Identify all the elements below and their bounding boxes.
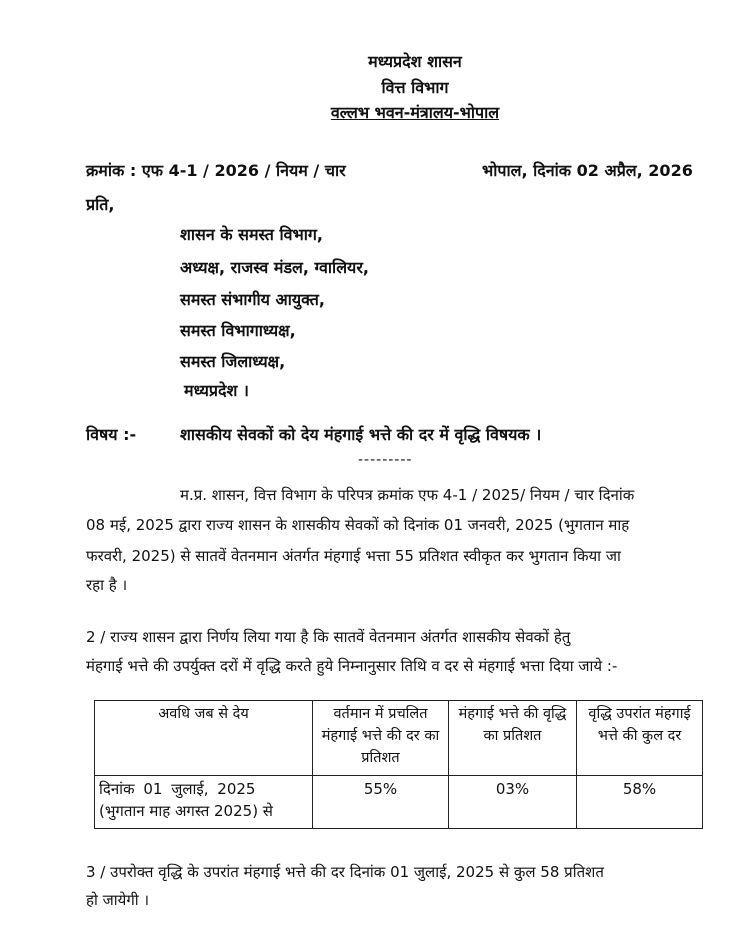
recipient-item: समस्त विभागाध्यक्ष, xyxy=(180,321,296,340)
separator: --------- xyxy=(358,452,413,468)
para1-line: 08 मई, 2025 द्वारा राज्य शासन के शासकीय सेवकों को दिनांक 01 जनवरी, 2025 (भुगतान माह xyxy=(86,516,630,534)
para2-line: 2 / राज्य शासन द्वारा निर्णय लिया गया है कि सातवें वेतनमान अंतर्गत शासकीय सेवकों हेतु xyxy=(86,628,571,646)
para2-line: मंहगाई भत्ते की उपर्युक्त दरों में वृद्धि करते हुये निम्नानुसार तिथि व दर से मंहगाई भत्ता दिया जाये :- xyxy=(86,657,618,675)
recipient-item: मध्यप्रदेश । xyxy=(184,381,249,400)
recipient-item: समस्त संभागीय आयुक्त, xyxy=(180,290,325,309)
header-address: वल्लभ भवन-मंत्रालय-भोपाल xyxy=(330,103,500,122)
para1-line: रहा है । xyxy=(86,576,128,594)
header-government: मध्यप्रदेश शासन xyxy=(368,52,462,71)
para1-line: म.प्र. शासन, वित्त विभाग के परिपत्र क्रमांक एफ 4-1 / 2025/ नियम / चार दिनांक xyxy=(180,486,635,504)
cell-total-rate: 58% xyxy=(577,776,703,829)
para3-line: 3 / उपरोक्त वृद्धि के उपरांत मंहगाई भत्ते की दर दिनांक 01 जुलाई, 2025 से कुल 58 प्रतिशत xyxy=(86,863,604,881)
subject-text: शासकीय सेवकों को देय मंहगाई भत्ते की दर में वृद्धि विषयक । xyxy=(180,425,542,444)
para3-line: हो जायेगी । xyxy=(86,891,150,909)
recipient-item: शासन के समस्त विभाग, xyxy=(180,225,323,244)
period-line1: दिनांक 01 जुलाई, 2025 xyxy=(99,780,256,798)
header-increase: मंहगाई भत्ते की वृद्धि का प्रतिशत xyxy=(449,701,577,776)
subject-label: विषय :- xyxy=(86,425,137,444)
header-total-rate: वृद्धि उपरांत मंहगाई भत्ते की कुल दर xyxy=(577,701,703,776)
cell-period xyxy=(95,776,313,829)
recipient-item: समस्त जिलाध्यक्ष, xyxy=(180,352,286,371)
para1-line: फरवरी, 2025) से सातवें वेतनमान अंतर्गत मंहगाई भत्ता 55 प्रतिशत स्वीकृत कर भुगतान किया जा xyxy=(86,547,621,565)
place-date: भोपाल, दिनांक 02 अप्रैल, 2026 xyxy=(482,161,693,180)
recipient-item: अध्यक्ष, राजस्व मंडल, ग्वालियर, xyxy=(180,258,369,277)
to-label: प्रति, xyxy=(86,195,115,214)
header-current-rate: वर्तमान में प्रचलित मंहगाई भत्ते की दर का प्रतिशत xyxy=(313,701,449,776)
period-line2: (भुगतान माह अगस्त 2025) से xyxy=(99,802,273,820)
cell-increase: 03% xyxy=(449,776,577,829)
table-row xyxy=(95,776,703,829)
reference-number: क्रमांक : एफ 4-1 / 2026 / नियम / चार xyxy=(86,161,346,180)
header-department: वित्त विभाग xyxy=(381,78,449,97)
header-period: अवधि जब से देय xyxy=(95,701,313,776)
rate-table xyxy=(94,700,703,829)
table-header-row xyxy=(95,701,703,776)
cell-current-rate: 55% xyxy=(313,776,449,829)
